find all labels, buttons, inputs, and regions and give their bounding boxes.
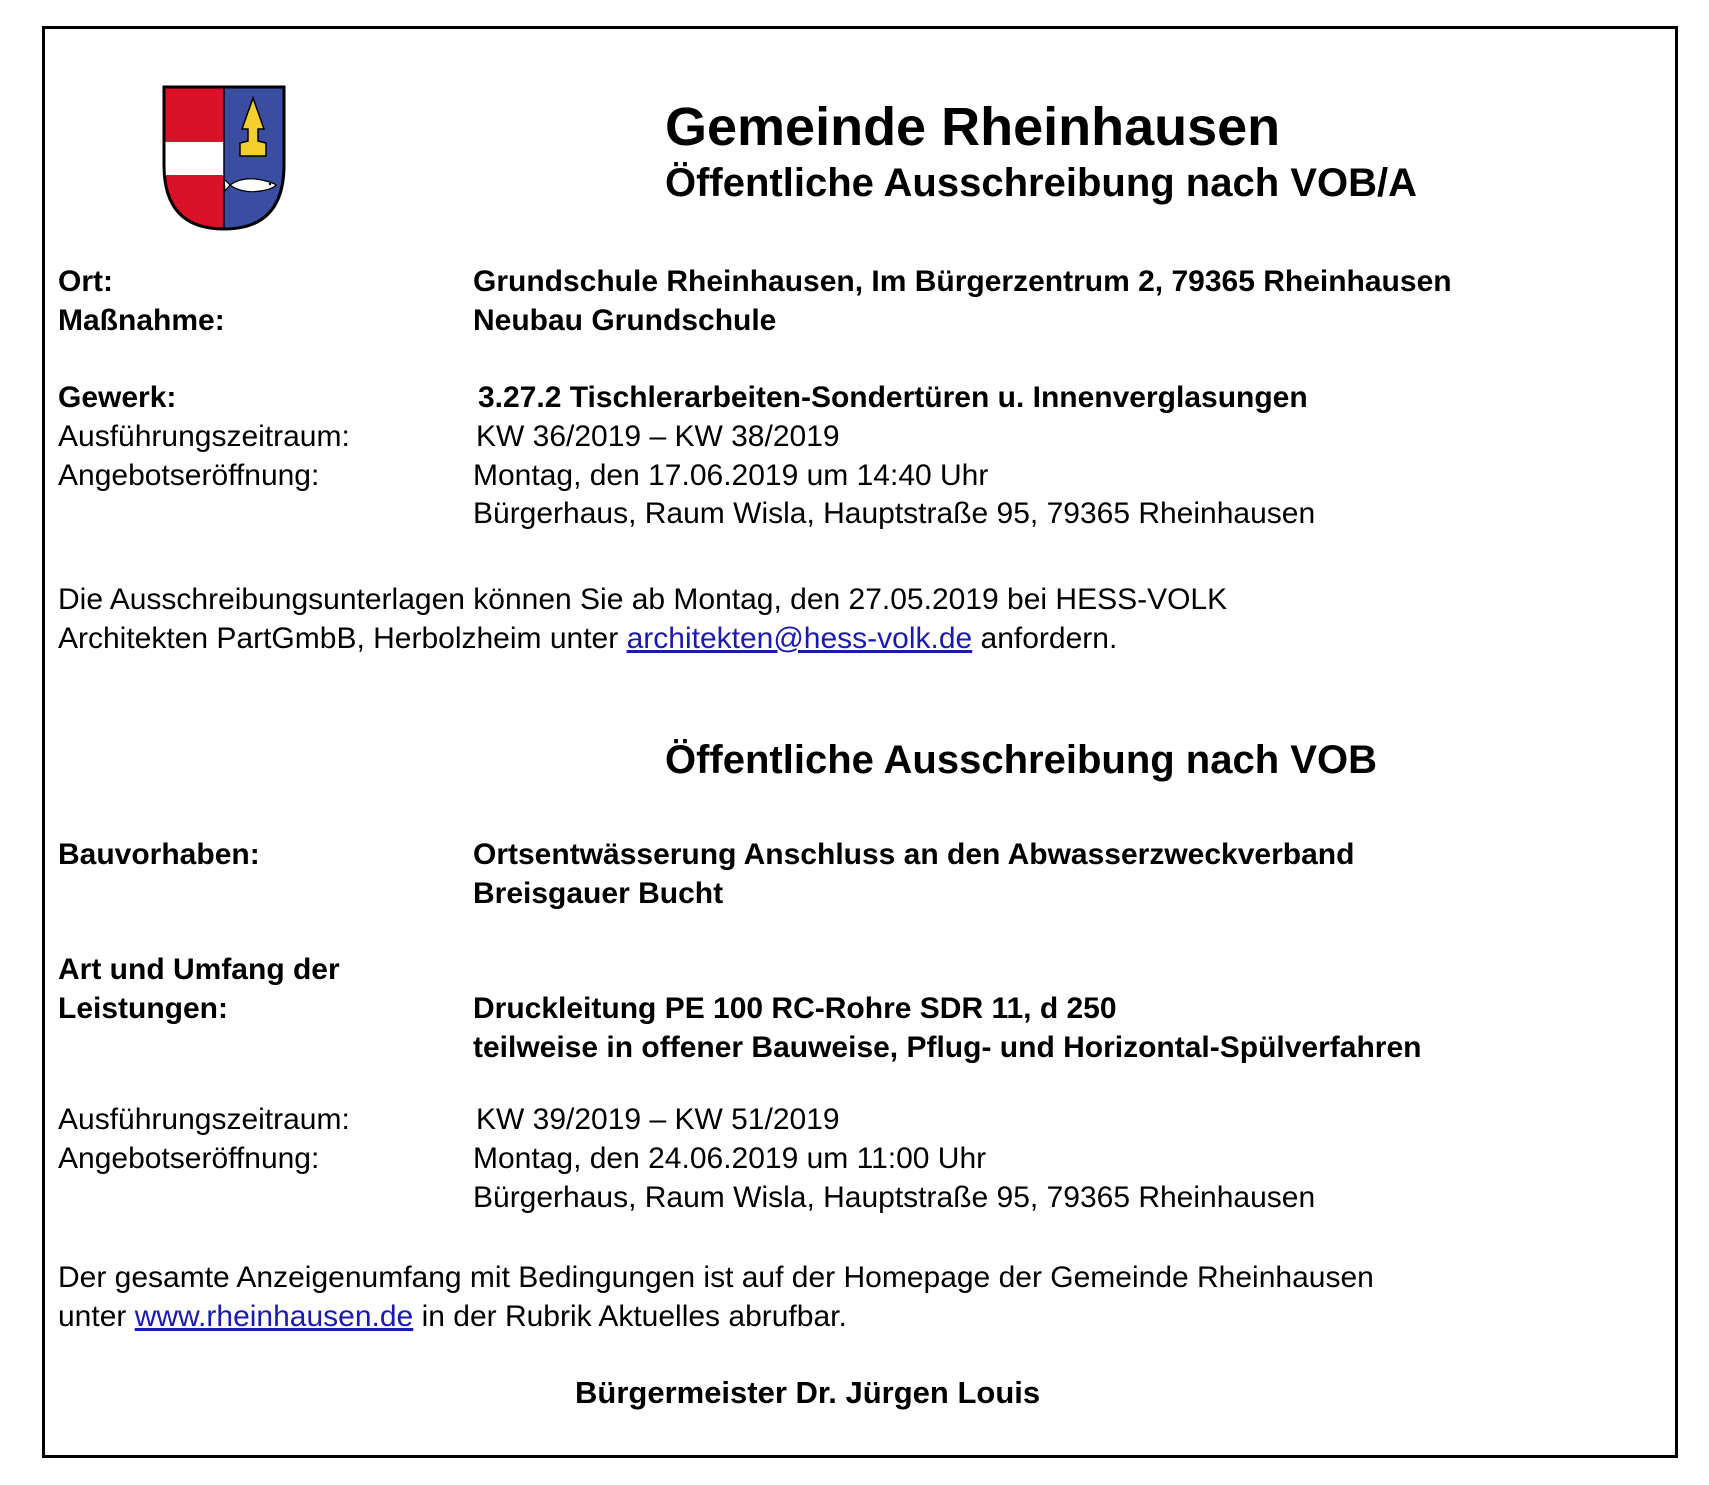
massnahme-value: Neubau Grundschule bbox=[473, 304, 777, 337]
bauvorhaben-value-line1: Ortsentwässerung Anschluss an den Abwasserzweckverband bbox=[473, 838, 1355, 871]
footer-text-end: in der Rubrik Aktuelles abrufbar. bbox=[413, 1300, 847, 1333]
coat-of-arms-icon bbox=[162, 85, 286, 231]
eroeffnung2-label: Angebotseröffnung: bbox=[58, 1142, 320, 1175]
zeitraum2-label: Ausführungszeitraum: bbox=[58, 1103, 350, 1136]
ort-value: Grundschule Rheinhausen, Im Bürgerzentrum 2, 79365 Rheinhausen bbox=[473, 265, 1452, 298]
ort-label: Ort: bbox=[58, 265, 113, 298]
documents-note-text: Architekten PartGmbB, Herbolzheim unter bbox=[58, 622, 627, 655]
zeitraum2-value: KW 39/2019 – KW 51/2019 bbox=[476, 1103, 840, 1136]
art-label-line1: Art und Umfang der bbox=[58, 953, 340, 986]
footer-line1: Der gesamte Anzeigenumfang mit Bedingungen ist auf der Homepage der Gemeinde Rheinhausen bbox=[58, 1261, 1374, 1294]
signature: Bürgermeister Dr. Jürgen Louis bbox=[575, 1375, 1041, 1410]
eroeffnung-value: Montag, den 17.06.2019 um 14:40 Uhr bbox=[473, 459, 989, 492]
footer-line2 bbox=[58, 1302, 847, 1332]
email-link[interactable]: architekten@hess-volk.de bbox=[626, 622, 973, 655]
art-value-line1: Druckleitung PE 100 RC-Rohre SDR 11, d 250 bbox=[473, 992, 1117, 1025]
massnahme-label: Maßnahme: bbox=[58, 304, 225, 337]
section-heading-vob: Öffentliche Ausschreibung nach VOB bbox=[665, 738, 1377, 782]
art-label-line2: Leistungen: bbox=[58, 992, 228, 1025]
documents-note-line2 bbox=[58, 624, 1117, 654]
page-subtitle: Öffentliche Ausschreibung nach VOB/A bbox=[665, 161, 1417, 205]
gewerk-value: 3.27.2 Tischlerarbeiten-Sondertüren u. Innenverglasungen bbox=[478, 381, 1308, 414]
documents-note-line1: Die Ausschreibungsunterlagen können Sie ab Montag, den 27.05.2019 bei HESS-VOLK bbox=[58, 583, 1228, 616]
bauvorhaben-label: Bauvorhaben: bbox=[58, 838, 260, 871]
eroeffnung-location: Bürgerhaus, Raum Wisla, Hauptstraße 95, 79365 Rheinhausen bbox=[473, 497, 1316, 530]
bauvorhaben-value-line2: Breisgauer Bucht bbox=[473, 877, 724, 910]
footer-text: unter bbox=[58, 1300, 135, 1333]
gewerk-label: Gewerk: bbox=[58, 381, 177, 414]
zeitraum-label: Ausführungszeitraum: bbox=[58, 420, 350, 453]
website-link[interactable]: www.rheinhausen.de bbox=[134, 1300, 414, 1333]
art-value-line2: teilweise in offener Bauweise, Pflug- und Horizontal-Spülverfahren bbox=[473, 1031, 1422, 1064]
eroeffnung2-value: Montag, den 24.06.2019 um 11:00 Uhr bbox=[473, 1142, 987, 1175]
documents-note-text-end: anfordern. bbox=[972, 622, 1118, 655]
eroeffnung-label: Angebotseröffnung: bbox=[58, 459, 320, 492]
page-title: Gemeinde Rheinhausen bbox=[665, 97, 1281, 157]
zeitraum-value: KW 36/2019 – KW 38/2019 bbox=[476, 420, 840, 453]
eroeffnung2-location: Bürgerhaus, Raum Wisla, Hauptstraße 95, 79365 Rheinhausen bbox=[473, 1181, 1316, 1214]
